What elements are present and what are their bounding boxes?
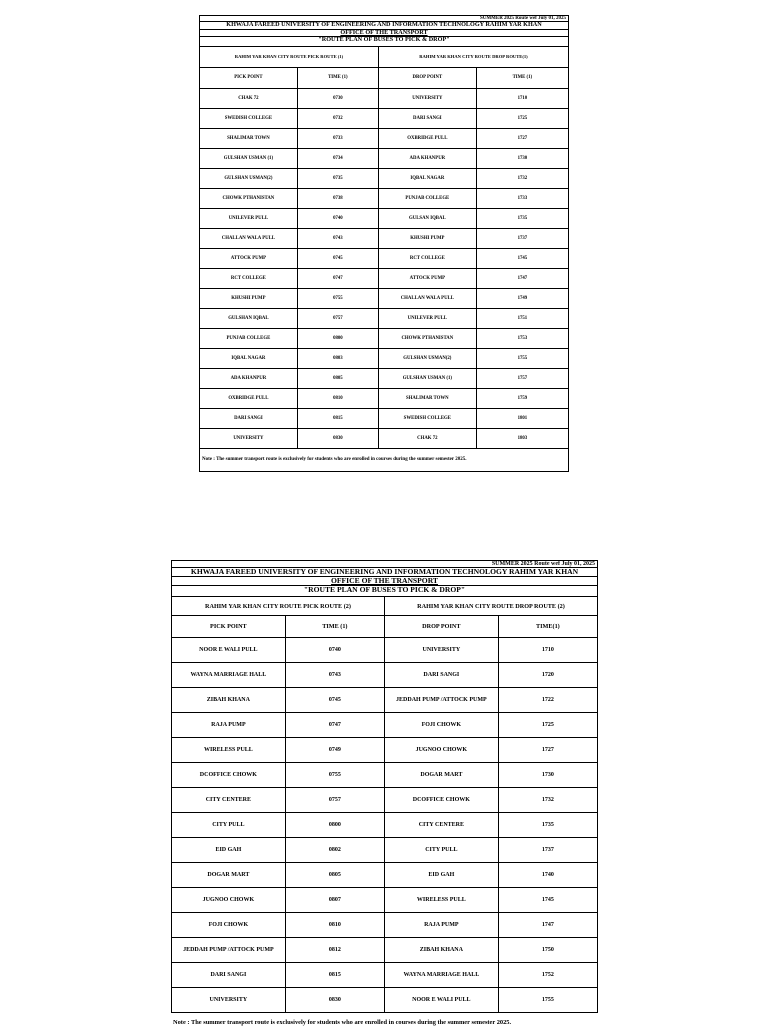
table-row [200, 128, 569, 148]
pick-time-cell: 0830 [297, 428, 378, 448]
table-row [200, 408, 569, 428]
table-row [200, 268, 569, 288]
drop-point-cell: DARI SANGI [378, 108, 476, 128]
drop-point-cell: OXBRIDGE PULL [378, 128, 476, 148]
pick-point-cell: OXBRIDGE PULL [200, 388, 298, 408]
pick-time-cell: 0803 [297, 348, 378, 368]
pick-point-cell: RAJA PUMP [172, 713, 286, 738]
pick-time-cell: 0815 [285, 963, 384, 988]
pick-time-cell: 0802 [285, 838, 384, 863]
drop-point-cell: GULSAN IQBAL [378, 208, 476, 228]
pick-point-cell: ZIBAH KHANA [172, 688, 286, 713]
route-sheet-2 [171, 560, 598, 1033]
university-name: KHWAJA FAREED UNIVERSITY OF ENGINEERING AND INFORMATION TECHNOLOGY RAHIM YAR KHAN [172, 568, 598, 577]
pick-time-cell: 0734 [297, 148, 378, 168]
pick-time-cell: 0745 [297, 248, 378, 268]
pick-point-cell: ADA KHANPUR [200, 368, 298, 388]
drop-route-heading: RAHIM YAR KHAN CITY ROUTE DROP ROUTE(1) [378, 46, 568, 67]
pick-time-cell: 0800 [285, 813, 384, 838]
table-row [172, 663, 598, 688]
pick-point-cell: GULSHAN USMAN (1) [200, 148, 298, 168]
drop-time-cell: 1755 [476, 348, 568, 368]
pick-time-cell: 0749 [285, 738, 384, 763]
drop-time-cell: 1745 [498, 888, 597, 913]
drop-point-cell: GULSHAN USMAN(2) [378, 348, 476, 368]
pick-point-cell: CITY PULL [172, 813, 286, 838]
pick-time-cell: 0807 [285, 888, 384, 913]
drop-point-cell: WAYNA MARRIAGE HALL [384, 963, 498, 988]
drop-point-cell: IQBAL NAGAR [378, 168, 476, 188]
drop-point-cell: EID GAH [384, 863, 498, 888]
drop-time-cell: 1801 [476, 408, 568, 428]
drop-time-cell: 1751 [476, 308, 568, 328]
pick-time-cell: 0732 [297, 108, 378, 128]
drop-point-cell: UNILEVER PULL [378, 308, 476, 328]
university-name: KHWAJA FAREED UNIVERSITY OF ENGINEERING AND INFORMATION TECHNOLOGY RAHIM YAR KHAN [200, 22, 569, 30]
pick-point-cell: WAYNA MARRIAGE HALL [172, 663, 286, 688]
drop-time-cell: 1725 [476, 108, 568, 128]
drop-time-header: TIME (1) [476, 67, 568, 88]
pick-time-cell: 0830 [285, 988, 384, 1013]
pick-route-heading: RAHIM YAR KHAN CITY ROUTE PICK ROUTE (1) [200, 46, 379, 67]
table-row [172, 963, 598, 988]
table-row [172, 738, 598, 763]
drop-point-cell: CHOWK PTHANISTAN [378, 328, 476, 348]
pick-point-cell: GULSHAN IQBAL [200, 308, 298, 328]
drop-point-header: DROP POINT [384, 616, 498, 638]
table-row [200, 168, 569, 188]
pick-point-header: PICK POINT [172, 616, 286, 638]
route-note: Note : The summer transport route is exclusively for students who are enrolled in courses during the summer semester 2025. [199, 449, 569, 472]
drop-point-header: DROP POINT [378, 67, 476, 88]
table-row [172, 838, 598, 863]
pick-point-cell: KHUSHI PUMP [200, 288, 298, 308]
drop-time-cell: 1710 [476, 88, 568, 108]
drop-time-cell: 1732 [476, 168, 568, 188]
drop-point-cell: JUGNOO CHOWK [384, 738, 498, 763]
pick-point-cell: CHOWK PTHANISTAN [200, 188, 298, 208]
pick-time-cell: 0745 [285, 688, 384, 713]
pick-point-cell: JUGNOO CHOWK [172, 888, 286, 913]
drop-time-cell: 1730 [476, 148, 568, 168]
drop-point-cell: UNIVERSITY [378, 88, 476, 108]
table-row [200, 428, 569, 448]
pick-time-cell: 0735 [297, 168, 378, 188]
drop-point-cell: UNIVERSITY [384, 638, 498, 663]
drop-time-cell: 1750 [498, 938, 597, 963]
table-row [200, 88, 569, 108]
table-row [200, 188, 569, 208]
pick-point-cell: DARI SANGI [200, 408, 298, 428]
table-row [200, 288, 569, 308]
table-row [200, 148, 569, 168]
drop-time-cell: 1727 [498, 738, 597, 763]
drop-time-cell: 1740 [498, 863, 597, 888]
pick-point-cell: UNIVERSITY [200, 428, 298, 448]
pick-point-cell: UNILEVER PULL [200, 208, 298, 228]
pick-point-cell: EID GAH [172, 838, 286, 863]
pick-time-cell: 0812 [285, 938, 384, 963]
drop-point-cell: FOJI CHOWK [384, 713, 498, 738]
route-effective-date: SUMMER 2025 Route wef July 01, 2025 [200, 16, 569, 22]
pick-point-cell: CITY CENTERE [172, 788, 286, 813]
drop-time-cell: 1755 [498, 988, 597, 1013]
drop-time-cell: 1747 [498, 913, 597, 938]
drop-point-cell: CITY CENTERE [384, 813, 498, 838]
drop-point-cell: RCT COLLEGE [378, 248, 476, 268]
pick-point-cell: GULSHAN USMAN(2) [200, 168, 298, 188]
table-row [200, 208, 569, 228]
pick-time-cell: 0757 [285, 788, 384, 813]
table-row [172, 788, 598, 813]
pick-point-cell: DOGAR MART [172, 863, 286, 888]
drop-time-header: TIME(1) [498, 616, 597, 638]
table-row [172, 988, 598, 1013]
drop-point-cell: ZIBAH KHANA [384, 938, 498, 963]
drop-time-cell: 1725 [498, 713, 597, 738]
pick-time-cell: 0747 [297, 268, 378, 288]
pick-point-cell: IQBAL NAGAR [200, 348, 298, 368]
pick-point-cell: FOJI CHOWK [172, 913, 286, 938]
drop-point-cell: DCOFFICE CHOWK [384, 788, 498, 813]
pick-time-cell: 0738 [297, 188, 378, 208]
table-row [200, 348, 569, 368]
drop-point-cell: ADA KHANPUR [378, 148, 476, 168]
pick-point-header: PICK POINT [200, 67, 298, 88]
drop-point-cell: CHALLAN WALA PULL [378, 288, 476, 308]
pick-time-cell: 0810 [297, 388, 378, 408]
pick-point-cell: PUNJAB COLLEGE [200, 328, 298, 348]
route-effective-date: SUMMER 2025 Route wef July 01, 2025 [172, 561, 598, 568]
table-row [200, 228, 569, 248]
table-row [172, 938, 598, 963]
drop-point-cell: PUNJAB COLLEGE [378, 188, 476, 208]
table-row [200, 328, 569, 348]
drop-time-cell: 1753 [476, 328, 568, 348]
pick-time-cell: 0730 [297, 88, 378, 108]
drop-point-cell: NOOR E WALI PULL [384, 988, 498, 1013]
table-row [172, 688, 598, 713]
drop-time-cell: 1745 [476, 248, 568, 268]
table-row [172, 638, 598, 663]
drop-time-cell: 1710 [498, 638, 597, 663]
pick-time-cell: 0805 [297, 368, 378, 388]
table-row [200, 248, 569, 268]
drop-time-cell: 1735 [476, 208, 568, 228]
drop-time-cell: 1747 [476, 268, 568, 288]
pick-time-cell: 0733 [297, 128, 378, 148]
drop-time-cell: 1749 [476, 288, 568, 308]
pick-point-cell: SHALIMAR TOWN [200, 128, 298, 148]
table-row [200, 308, 569, 328]
table-row [200, 368, 569, 388]
drop-time-cell: 1757 [476, 368, 568, 388]
pick-time-cell: 0755 [285, 763, 384, 788]
drop-point-cell: DOGAR MART [384, 763, 498, 788]
route-table-2 [171, 560, 598, 1013]
drop-time-cell: 1737 [498, 838, 597, 863]
pick-point-cell: NOOR E WALI PULL [172, 638, 286, 663]
pick-point-cell: DARI SANGI [172, 963, 286, 988]
table-row [172, 813, 598, 838]
pick-point-cell: CHALLAN WALA PULL [200, 228, 298, 248]
drop-point-cell: WIRELESS PULL [384, 888, 498, 913]
drop-time-cell: 1722 [498, 688, 597, 713]
drop-point-cell: CITY PULL [384, 838, 498, 863]
pick-time-cell: 0740 [297, 208, 378, 228]
pick-point-cell: SWEDISH COLLEGE [200, 108, 298, 128]
drop-point-cell: JEDDAH PUMP /ATTOCK PUMP [384, 688, 498, 713]
pick-point-cell: RCT COLLEGE [200, 268, 298, 288]
pick-time-cell: 0810 [285, 913, 384, 938]
plan-title: "ROUTE PLAN OF BUSES TO PICK & DROP" [200, 37, 569, 47]
pick-time-header: TIME (1) [285, 616, 384, 638]
drop-point-cell: RAJA PUMP [384, 913, 498, 938]
pick-time-header: TIME (1) [297, 67, 378, 88]
office-title: OFFICE OF THE TRANSPORT [331, 576, 438, 586]
table-row [172, 713, 598, 738]
drop-time-cell: 1752 [498, 963, 597, 988]
drop-time-cell: 1803 [476, 428, 568, 448]
table-row [172, 763, 598, 788]
drop-time-cell: 1727 [476, 128, 568, 148]
pick-point-cell: ATTOCK PUMP [200, 248, 298, 268]
pick-route-heading: RAHIM YAR KHAN CITY ROUTE PICK ROUTE (2) [172, 597, 385, 616]
drop-time-cell: 1733 [476, 188, 568, 208]
drop-point-cell: ATTOCK PUMP [378, 268, 476, 288]
drop-time-cell: 1759 [476, 388, 568, 408]
pick-time-cell: 0740 [285, 638, 384, 663]
pick-time-cell: 0757 [297, 308, 378, 328]
drop-point-cell: CHAK 72 [378, 428, 476, 448]
pick-time-cell: 0743 [297, 228, 378, 248]
drop-point-cell: SWEDISH COLLEGE [378, 408, 476, 428]
pick-point-cell: JEDDAH PUMP /ATTOCK PUMP [172, 938, 286, 963]
pick-time-cell: 0755 [297, 288, 378, 308]
table-row [200, 388, 569, 408]
pick-point-cell: WIRELESS PULL [172, 738, 286, 763]
drop-time-cell: 1720 [498, 663, 597, 688]
route-table-1 [199, 15, 569, 449]
pick-point-cell: DCOFFICE CHOWK [172, 763, 286, 788]
drop-point-cell: DARI SANGI [384, 663, 498, 688]
drop-point-cell: GULSHAN USMAN (1) [378, 368, 476, 388]
drop-point-cell: KHUSHI PUMP [378, 228, 476, 248]
pick-point-cell: CHAK 72 [200, 88, 298, 108]
pick-time-cell: 0747 [285, 713, 384, 738]
drop-time-cell: 1730 [498, 763, 597, 788]
route-note: Note : The summer transport route is exclusively for students who are enrolled in courses during the summer semester 2025. [173, 1019, 512, 1027]
drop-point-cell: SHALIMAR TOWN [378, 388, 476, 408]
table-row [172, 863, 598, 888]
pick-point-cell: UNIVERSITY [172, 988, 286, 1013]
pick-time-cell: 0743 [285, 663, 384, 688]
route-sheet-1 [199, 15, 569, 472]
drop-time-cell: 1737 [476, 228, 568, 248]
table-row [172, 913, 598, 938]
office-title: OFFICE OF THE TRANSPORT [340, 29, 428, 36]
plan-title: "ROUTE PLAN OF BUSES TO PICK & DROP" [172, 586, 598, 597]
table-row [200, 108, 569, 128]
pick-time-cell: 0815 [297, 408, 378, 428]
drop-time-cell: 1735 [498, 813, 597, 838]
drop-route-heading: RAHIM YAR KHAN CITY ROUTE DROP ROUTE (2) [384, 597, 597, 616]
pick-time-cell: 0800 [297, 328, 378, 348]
pick-time-cell: 0805 [285, 863, 384, 888]
table-row [172, 888, 598, 913]
drop-time-cell: 1732 [498, 788, 597, 813]
